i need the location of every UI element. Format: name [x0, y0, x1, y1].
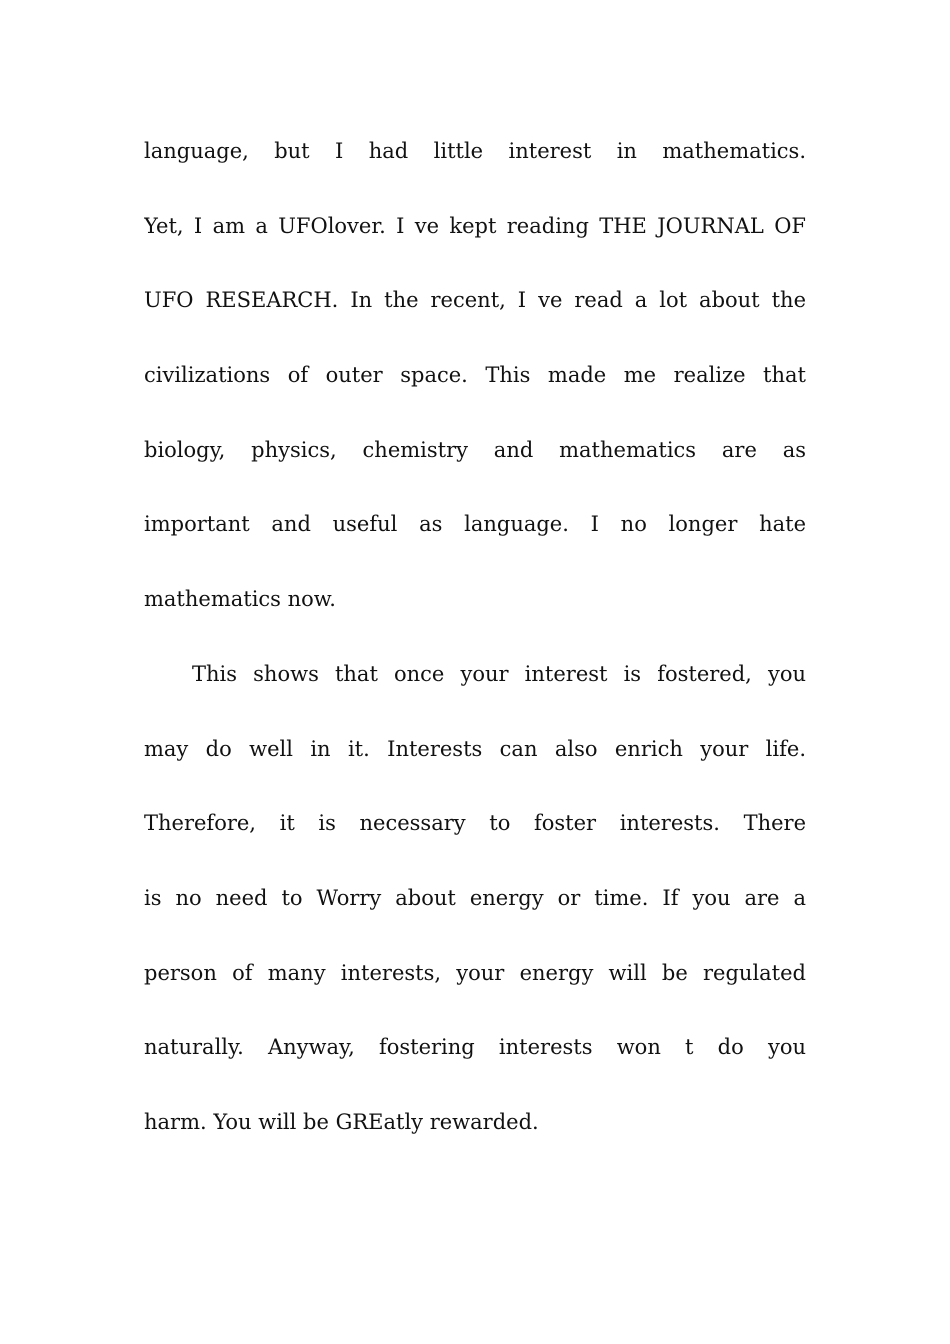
- text-line: Therefore, it is necessary to foster interests. There: [144, 811, 806, 836]
- text-line: language, but I had little interest in mathematics.: [144, 139, 806, 163]
- paragraph-1: [144, 114, 806, 637]
- text-line: Yet, I am a UFOlover. I ve kept reading THE JOURNAL OF: [144, 213, 806, 238]
- document-body: [144, 114, 806, 1160]
- paragraph-2: [144, 637, 806, 1160]
- text-line: This shows that once your interest is fostered, you: [192, 661, 806, 686]
- text-line: may do well in it. Interests can also enrich your life.: [144, 736, 806, 761]
- text-line: UFO RESEARCH. In the recent, I ve read a lot about the: [144, 288, 806, 313]
- text-line: is no need to Worry about energy or time. If you are a: [144, 885, 806, 910]
- text-line: person of many interests, your energy will be regulated: [144, 960, 806, 985]
- text-line: harm. You will be GREatly rewarded.: [144, 1109, 539, 1134]
- text-line: civilizations of outer space. This made me realize that: [144, 363, 806, 388]
- text-line: biology, physics, chemistry and mathematics are as: [144, 437, 806, 462]
- text-line: naturally. Anyway, fostering interests won t do you: [144, 1035, 806, 1060]
- text-line: important and useful as language. I no longer hate: [144, 512, 806, 537]
- text-line: mathematics now.: [144, 587, 336, 612]
